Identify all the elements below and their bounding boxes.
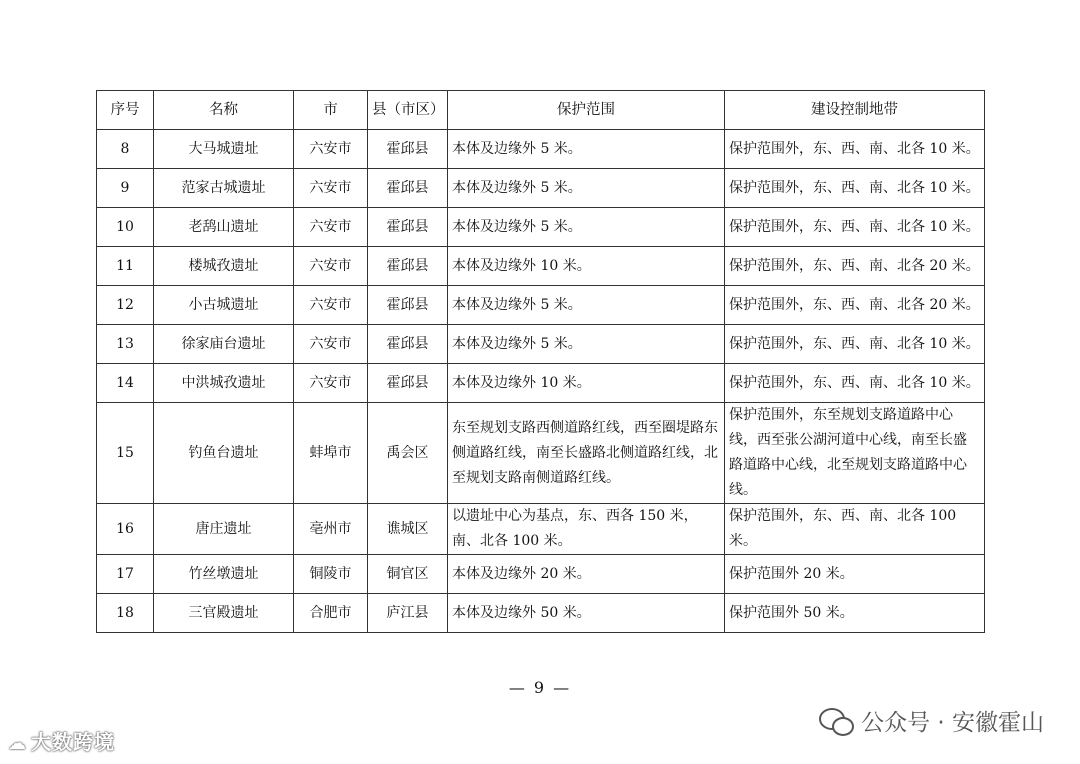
document-table-container	[96, 90, 985, 633]
table-row	[97, 555, 985, 594]
page-number: — 9 —	[508, 678, 572, 697]
cell-name: 唐庄遗址	[154, 504, 294, 555]
cell-protection-scope: 本体及边缘外 5 米。	[448, 169, 725, 208]
cell-no: 9	[97, 169, 154, 208]
cell-name: 范家古城遗址	[154, 169, 294, 208]
cell-no: 17	[97, 555, 154, 594]
table-row	[97, 364, 985, 403]
cell-protection-scope: 本体及边缘外 5 米。	[448, 208, 725, 247]
heritage-sites-table	[96, 90, 985, 633]
cell-control-zone: 保护范围外，东、西、南、北各 100 米。	[725, 504, 985, 555]
cell-control-zone: 保护范围外，东、西、南、北各 10 米。	[725, 364, 985, 403]
cell-county: 霍邱县	[368, 208, 448, 247]
table-row	[97, 247, 985, 286]
cell-name: 中洪城孜遗址	[154, 364, 294, 403]
cell-county: 霍邱县	[368, 325, 448, 364]
cell-name: 竹丝墩遗址	[154, 555, 294, 594]
table-row	[97, 130, 985, 169]
logo-icon: ☁	[8, 733, 27, 754]
watermark-left-text: 大数跨境	[31, 730, 115, 754]
cell-county: 铜官区	[368, 555, 448, 594]
table-row	[97, 169, 985, 208]
header-control-zone: 建设控制地带	[725, 91, 985, 130]
cell-control-zone: 保护范围外，东、西、南、北各 20 米。	[725, 247, 985, 286]
cell-control-zone: 保护范围外，东至规划支路道路中心线，西至张公湖河道中心线，南至长盛路道路中心线，北至规划支路道路中心线。	[725, 403, 985, 504]
cell-control-zone: 保护范围外，东、西、南、北各 10 米。	[725, 325, 985, 364]
cell-city: 六安市	[294, 169, 368, 208]
header-name: 名称	[154, 91, 294, 130]
cell-no: 16	[97, 504, 154, 555]
cell-county: 霍邱县	[368, 130, 448, 169]
cell-name: 大马城遗址	[154, 130, 294, 169]
cell-no: 18	[97, 594, 154, 633]
cell-no: 13	[97, 325, 154, 364]
cell-no: 14	[97, 364, 154, 403]
header-city: 市	[294, 91, 368, 130]
cell-no: 15	[97, 403, 154, 504]
cell-no: 10	[97, 208, 154, 247]
cell-name: 老鸹山遗址	[154, 208, 294, 247]
cell-protection-scope: 本体及边缘外 50 米。	[448, 594, 725, 633]
cell-city: 六安市	[294, 208, 368, 247]
cell-no: 11	[97, 247, 154, 286]
cell-protection-scope: 本体及边缘外 20 米。	[448, 555, 725, 594]
cell-name: 徐家庙台遗址	[154, 325, 294, 364]
header-no: 序号	[97, 91, 154, 130]
cell-city: 六安市	[294, 325, 368, 364]
cell-city: 铜陵市	[294, 555, 368, 594]
table-row	[97, 286, 985, 325]
cell-county: 霍邱县	[368, 169, 448, 208]
cell-city: 六安市	[294, 130, 368, 169]
table-row	[97, 504, 985, 555]
cell-protection-scope: 东至规划支路西侧道路红线，西至圈堤路东侧道路红线，南至长盛路北侧道路红线，北至规划支路南侧道路红线。	[448, 403, 725, 504]
header-protection-scope: 保护范围	[448, 91, 725, 130]
cell-county: 庐江县	[368, 594, 448, 633]
table-header-row	[97, 91, 985, 130]
cell-control-zone: 保护范围外，东、西、南、北各 10 米。	[725, 130, 985, 169]
cell-name: 三官殿遗址	[154, 594, 294, 633]
cell-county: 霍邱县	[368, 247, 448, 286]
table-row	[97, 325, 985, 364]
table-row	[97, 208, 985, 247]
cell-control-zone: 保护范围外，东、西、南、北各 20 米。	[725, 286, 985, 325]
cell-name: 小古城遗址	[154, 286, 294, 325]
cell-city: 合肥市	[294, 594, 368, 633]
cell-protection-scope: 本体及边缘外 5 米。	[448, 325, 725, 364]
cell-city: 蚌埠市	[294, 403, 368, 504]
cell-city: 六安市	[294, 364, 368, 403]
cell-county: 谯城区	[368, 504, 448, 555]
table-row	[97, 403, 985, 504]
cell-protection-scope: 本体及边缘外 5 米。	[448, 130, 725, 169]
cell-city: 六安市	[294, 247, 368, 286]
cell-control-zone: 保护范围外 50 米。	[725, 594, 985, 633]
wechat-icon	[819, 706, 853, 736]
cell-control-zone: 保护范围外，东、西、南、北各 10 米。	[725, 169, 985, 208]
cell-city: 六安市	[294, 286, 368, 325]
header-county: 县（市区）	[368, 91, 448, 130]
cell-control-zone: 保护范围外 20 米。	[725, 555, 985, 594]
cell-protection-scope: 本体及边缘外 5 米。	[448, 286, 725, 325]
cell-name: 楼城孜遗址	[154, 247, 294, 286]
table-row	[97, 594, 985, 633]
cell-county: 禹会区	[368, 403, 448, 504]
cell-protection-scope: 本体及边缘外 10 米。	[448, 247, 725, 286]
cell-county: 霍邱县	[368, 364, 448, 403]
watermark-right	[819, 704, 1044, 737]
watermark-right-text: 公众号 · 安徽霍山	[861, 710, 1044, 736]
cell-county: 霍邱县	[368, 286, 448, 325]
cell-control-zone: 保护范围外，东、西、南、北各 10 米。	[725, 208, 985, 247]
cell-protection-scope: 以遗址中心为基点，东、西各 150 米，南、北各 100 米。	[448, 504, 725, 555]
cell-protection-scope: 本体及边缘外 10 米。	[448, 364, 725, 403]
cell-no: 8	[97, 130, 154, 169]
watermark-left	[8, 726, 115, 755]
cell-no: 12	[97, 286, 154, 325]
cell-city: 亳州市	[294, 504, 368, 555]
cell-name: 钓鱼台遗址	[154, 403, 294, 504]
